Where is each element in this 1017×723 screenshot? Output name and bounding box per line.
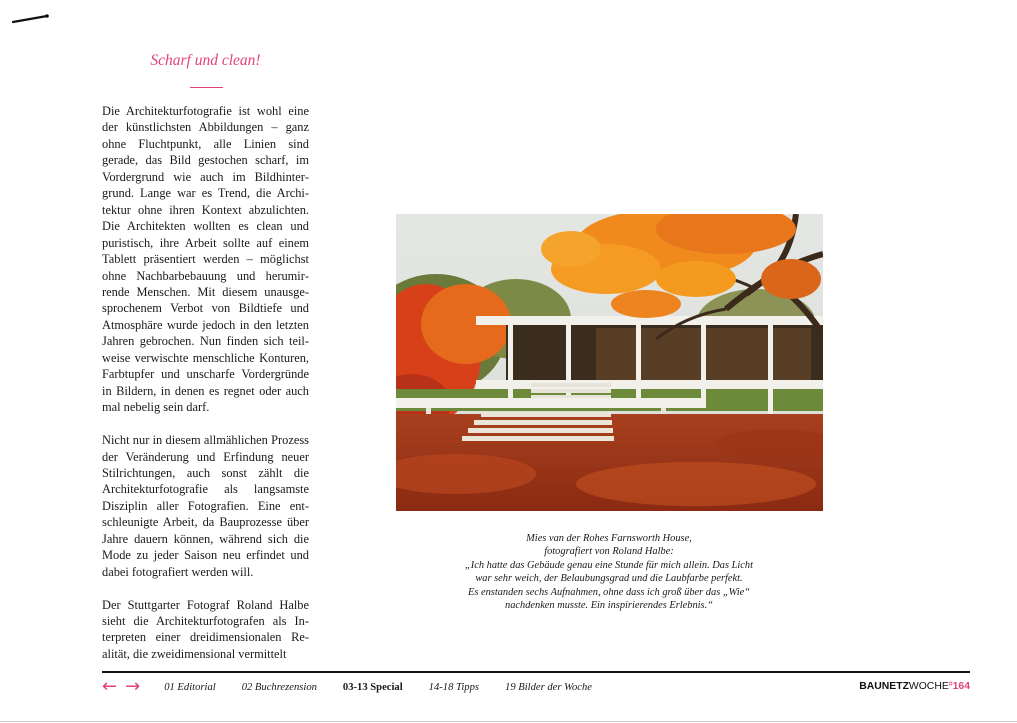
issue-number: 164 xyxy=(952,681,970,692)
photo-caption xyxy=(430,532,788,612)
nav-link-editorial[interactable]: 01 Editorial xyxy=(164,681,216,693)
brand-bold: BAUNETZ xyxy=(859,681,909,692)
caption-line: nachdenken musste. Ein inspirierendes Erlebnis.“ xyxy=(505,600,713,612)
next-page-arrow-icon[interactable]: → xyxy=(125,676,141,697)
corner-stroke-icon xyxy=(12,12,52,24)
brand-logo[interactable] xyxy=(859,681,970,692)
nav-link-buchrezension[interactable]: 02 Buchrezension xyxy=(241,681,317,693)
nav-link-tipps[interactable]: 14-18 Tipps xyxy=(428,681,480,693)
brand-superscript: # xyxy=(948,681,953,688)
paragraph-3: Der Stuttgarter Fotograf Roland Halbe sieht die Architekturfotografen als Interpreten einer dreidimensionalen Realität, die zweidimensional vermittelt xyxy=(102,597,309,661)
farnsworth-house-photo xyxy=(396,214,823,511)
paragraph-1: Die Architekturfotografie ist wohl eine der künstlichsten Abbildungen – ganz ohne Fluchtpunkt, alle Linien sind gerade, das Bild gestochen scharf, im Vordergrund wie auch im Bildhintergrund. Lange war es Trend, die Architektur ohne ihren Kontext abzulichten. Die Architekten wollten es clean und puristisch, ihre Arbeit sollte auf einem Tablett präsentiert werden – möglichst ohne Nachbarbebauung und herumirrende Menschen. Mit diesem unausgesprochenem Verbot von Bildtiefe und Atmosphäre wurde jedoch in den letzten Jahren gebrochen. Nun finden sich teilweise verwischte menschliche Konturen, Farbtupfer und unscharfe Vordergründe in Bildern, in denen es regnet oder auch mal nebelig sein darf. xyxy=(102,104,309,415)
nav-link-special[interactable]: 03-13 Special xyxy=(342,681,403,693)
footer-navigation xyxy=(102,676,618,697)
article-heading: Scharf und clean! xyxy=(150,52,261,69)
nav-link-bilder-der-woche[interactable]: 19 Bilder der Woche xyxy=(505,681,593,693)
paragraph-2: Nicht nur in diesem allmählichen Prozess der Veränderung und Erfindung neuer Stilrichtungen, auch sonst zählt die Architekturfotografie als langsamste Disziplin aller Fotografien. Eine entschleunigte Arbeit, da Bauprozesse über Jahre dauern können, während sich die Mode zu jeder Saison neu erfindet und dabei fotografiert werden will. xyxy=(102,433,309,579)
caption-line: „Ich hatte das Gebäude genau eine Stunde für mich allein. Das Licht xyxy=(464,559,753,571)
prev-page-arrow-icon[interactable]: ← xyxy=(102,676,118,697)
caption-line: Es enstanden sechs Aufnahmen, ohne dass ich groß über das „Wie“ xyxy=(468,586,750,598)
brand-regular: WOCHE xyxy=(908,681,949,692)
footer-divider xyxy=(102,671,970,673)
caption-line: war sehr weich, der Belaubungsgrad und die Laubfarbe perfekt. xyxy=(475,573,743,585)
article-body xyxy=(102,103,309,679)
page-bottom-edge xyxy=(0,721,1017,722)
caption-line: fotografiert von Roland Halbe: xyxy=(544,546,674,558)
caption-line: Mies van der Rohes Farnsworth House, xyxy=(526,533,692,544)
heading-divider xyxy=(190,87,223,88)
